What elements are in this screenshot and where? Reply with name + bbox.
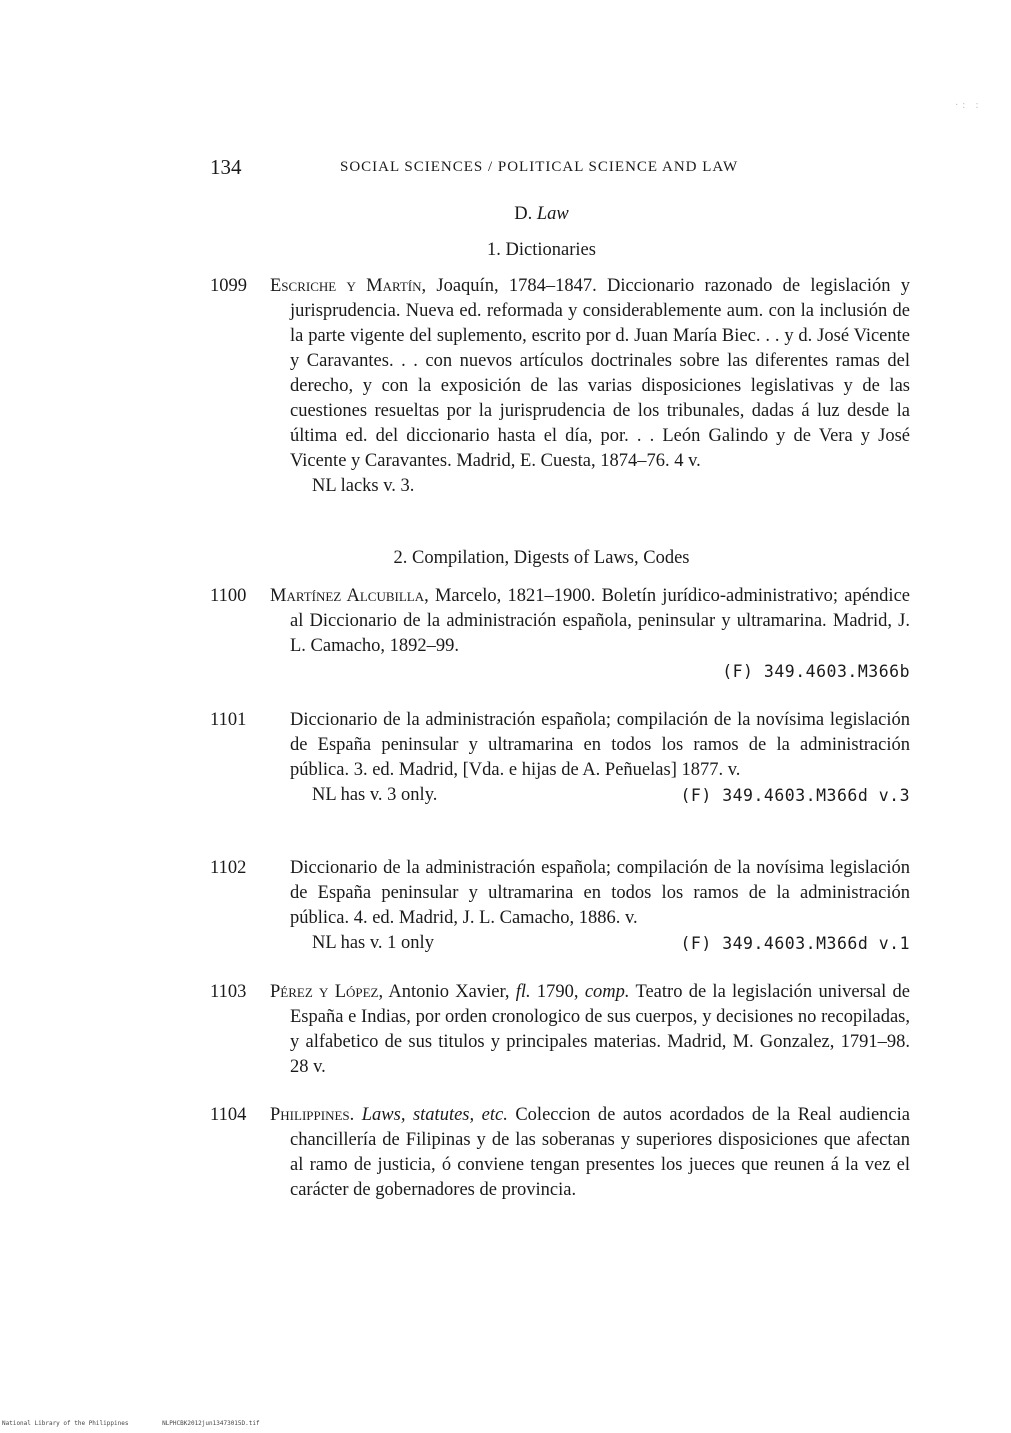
scan-specks: ·: : xyxy=(955,100,983,111)
entry-author: Pérez y López, xyxy=(270,982,384,1002)
section-heading xyxy=(0,204,1011,225)
entry-role: comp. xyxy=(584,982,630,1002)
entry-number: 1102 xyxy=(210,858,247,878)
entry-author: Martínez Alcubilla, xyxy=(270,586,429,606)
call-number-line xyxy=(290,659,910,685)
subsection-num: 2. xyxy=(393,548,408,568)
entry-text xyxy=(270,980,910,1080)
entry-floruit: fl. xyxy=(515,982,531,1002)
subsection-title: Dictionaries xyxy=(505,240,596,260)
call-number: (F) 349.4603.M366b xyxy=(722,662,910,681)
entry-number: 1100 xyxy=(210,586,247,606)
entry-note: NL has v. 3 only. xyxy=(312,785,438,805)
entry-number: 1103 xyxy=(210,982,247,1002)
entry-note-line xyxy=(312,783,910,808)
bib-entry-1099 xyxy=(210,274,910,499)
entry-description: Marcelo, 1821–1900. Boletín jurídico-administrativo; apéndice al Diccionario de la administración española, peninsular y ultramarina. Madrid, J. L. Camacho, 1892–99. xyxy=(290,586,910,656)
footer-library: National Library of the Philippines xyxy=(2,1420,129,1427)
entry-description: Joaquín, 1784–1847. Diccionario razonado de legislación y jurisprudencia. Nueva ed. reformada y considerablemente aum. con la inclusión de la parte vigente del suplemento, escrito por d. Juan María Biec. . . y d. José Vicente y Caravantes. . . con nuevos artículos doctrinales sobre las diferentes ramas del derecho, y con la exposición de las varias disposiciones legislativas y de las cuestiones resueltas por la jurisprudencia de los tribunales, dadas á luz desde la última ed. del diccionario hasta el día, por. . . León Galindo y de Vera y José Vicente y Caravantes. Madrid, E. Cuesta, 1874–76. 4 v. xyxy=(290,276,910,471)
bib-entry-1102 xyxy=(210,856,910,956)
call-number: (F) 349.4603.M366d v.1 xyxy=(680,934,910,953)
entry-description-part: Teatro de la legislación universal de España e Indias, por orden cronologico de sus cuerpos, y decisiones no recopiladas, y alfabetico de sus titulos y principales materias. Madrid, M. Gonzalez, 1791–98. 28 v. xyxy=(290,982,910,1077)
section-letter: D. xyxy=(514,204,533,224)
entry-note-line xyxy=(312,474,910,499)
bib-entry-1104 xyxy=(210,1103,910,1203)
subsection-heading-1 xyxy=(0,240,1011,261)
entry-number: 1104 xyxy=(210,1105,247,1125)
entry-number: 1101 xyxy=(210,710,247,730)
entry-text xyxy=(270,584,910,659)
page-number: 134 xyxy=(210,155,242,179)
entry-description-part: Antonio Xavier, xyxy=(383,982,516,1002)
entry-number: 1099 xyxy=(210,276,247,296)
subsection-title: Compilation, Digests of Laws, Codes xyxy=(412,548,690,568)
entry-uniform-title: Laws, statutes, etc. xyxy=(354,1105,508,1125)
subsection-heading-2 xyxy=(0,548,1011,569)
running-head: SOCIAL SCIENCES / POLITICAL SCIENCE AND LAW xyxy=(340,159,739,175)
section-title: Law xyxy=(536,204,569,224)
entry-author: Philippines. xyxy=(270,1105,355,1125)
entry-text xyxy=(270,274,910,474)
bib-entry-1100 xyxy=(210,584,910,685)
entry-author: Escriche y Martín, xyxy=(270,276,427,296)
scan-footer xyxy=(2,1420,290,1427)
bib-entry-1103 xyxy=(210,980,910,1080)
call-number: (F) 349.4603.M366d v.3 xyxy=(680,786,910,805)
entry-note-line xyxy=(312,931,910,956)
entry-description-part: 1790, xyxy=(530,982,585,1002)
entry-note: NL lacks v. 3. xyxy=(312,476,415,496)
entry-note: NL has v. 1 only xyxy=(312,933,434,953)
entry-text: Diccionario de la administración española; compilación de la novísima legislación de España peninsular y ultramarina en todos los ramos de la administración pública. 3. ed. Madrid, [Vda. e hijas de A. Peñuelas] 1877. v. xyxy=(290,710,910,780)
entry-text: Diccionario de la administración española; compilación de la novísima legislación de España peninsular y ultramarina en todos los ramos de la administración pública. 4. ed. Madrid, J. L. Camacho, 1886. v. xyxy=(290,858,910,928)
entry-description: Coleccion de autos acordados de la Real audiencia chancillería de Filipinas y de las soberanas y superiores disposiciones que afectan al ramo de justicia, ó conviene tengan presentes los jueces que reunen á la vez el carácter de gobernadores de provincia. xyxy=(290,1105,910,1200)
bib-entry-1101 xyxy=(210,708,910,808)
subsection-num: 1. xyxy=(487,240,501,260)
footer-filename: NLPHCBK2012jun13473015D.tif xyxy=(162,1420,260,1427)
entry-text xyxy=(270,1103,910,1203)
